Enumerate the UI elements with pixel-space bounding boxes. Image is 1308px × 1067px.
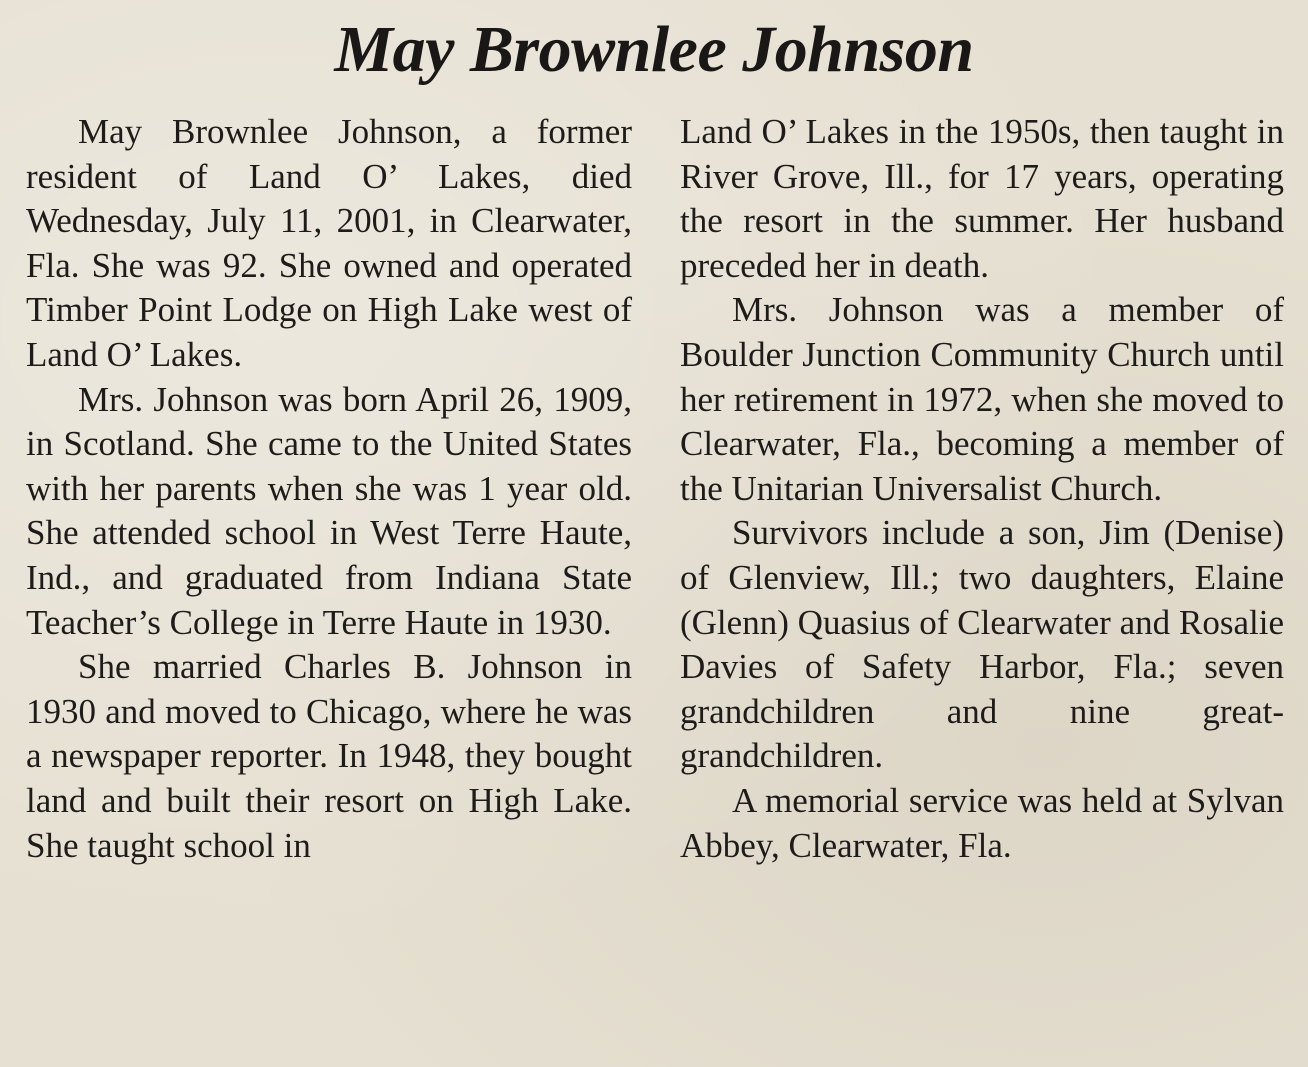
paragraph-death-notice: May Brownlee Johnson, a former resident of Land O’ Lakes, died Wednesday, July 11, 2001, in Clearwater, Fla. She was 92. She owned and operated Timber Point Lodge on High Lake west of Land O’ Lakes. [26, 112, 632, 374]
paragraph-memorial: A memorial service was held at Sylvan Abbey, Clearwater, Fla. [680, 780, 1284, 865]
headline: May Brownlee Johnson [334, 13, 974, 86]
paragraph-church: Mrs. Johnson was a member of Boulder Junction Community Church until her retirement in 1972, when she moved to Clearwater, Fla., becoming a member of the Unitarian Universalist Church. [680, 290, 1284, 508]
paragraph-marriage: She married Charles B. Johnson in 1930 and moved to Chicago, where he was a newspaper reporter. In 1948, they bought land and built their resort on High Lake. She taught school in [26, 647, 632, 865]
paragraph-survivors: Survivors include a son, Jim (Denise) of Glenview, Ill.; two daughters, Elaine (Glenn) Quasius of Clearwater and Rosalie Davies of Safety Harbor, Fla.; seven grandchildren and nine great-grandchildren. [680, 513, 1284, 776]
right-column [680, 110, 1284, 868]
paragraph-early-life: Mrs. Johnson was born April 26, 1909, in Scotland. She came to the United States with her parents when she was 1 year old. She attended school in West Terre Haute, Ind., and graduated from Indiana State Teacher’s College in Terre Haute in 1930. [26, 379, 632, 642]
paragraph-career: Land O’ Lakes in the 1950s, then taught in River Grove, Ill., for 17 years, operating the resort in the summer. Her husband preceded her in death. [680, 112, 1284, 285]
left-column [26, 110, 632, 868]
